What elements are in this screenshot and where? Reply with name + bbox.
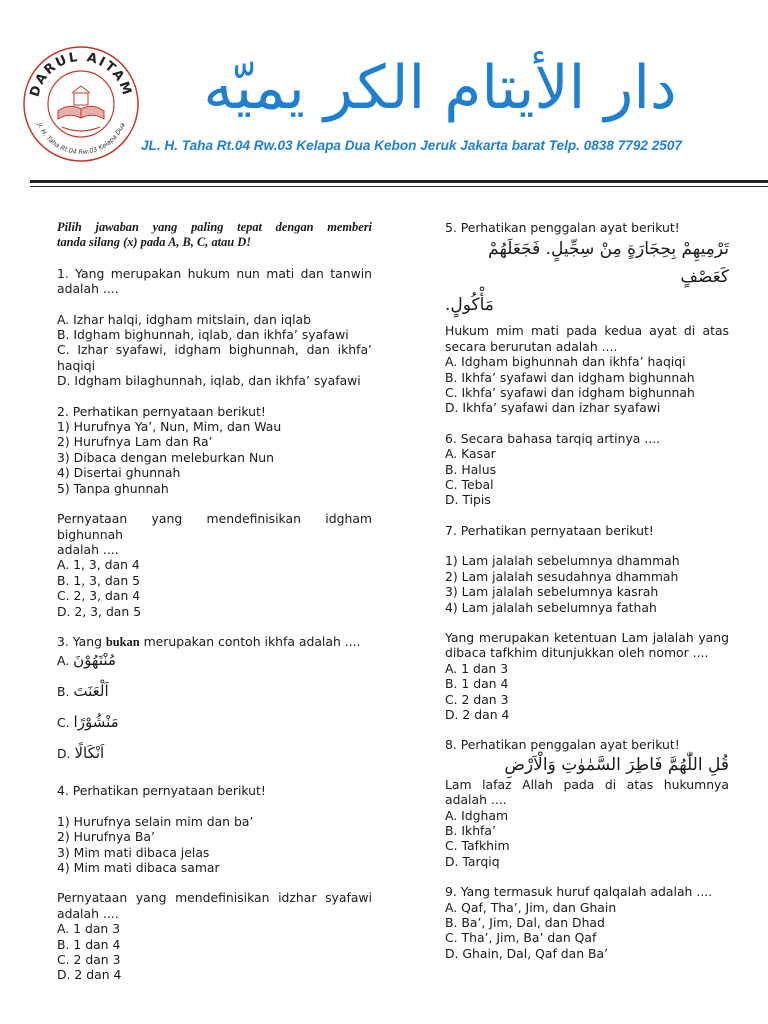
statement-item: 1) Hurufnya selain mim dan ba’: [57, 813, 254, 829]
statement-item: 1) Hurufnya Ya’, Nun, Mim, dan Wau: [57, 419, 282, 435]
statement-item: 2) Hurufnya Lam dan Ra’: [57, 434, 213, 450]
question-5: [445, 220, 729, 416]
statement-item: 4) Lam jalalah sebelumnya fathah: [445, 599, 657, 615]
question-5-prompt: Hukum mim mati pada kedua ayat di atas: [445, 323, 729, 339]
arabic-word: مُنْتَهُوْنَ: [73, 651, 116, 670]
svg-text:DARUL AITAM: [27, 50, 134, 99]
option-5c[interactable]: C. Ikhfa’ syafawi dan idgham bighunnah: [445, 385, 695, 401]
question-3-stem: 3. Yang bukan merupakan contoh ikhfa adalah ....: [57, 633, 361, 649]
option-9a[interactable]: A. Qaf, Tha’, Jim, dan Ghain: [445, 899, 617, 915]
option-9b[interactable]: B. Ba’, Jim, Dal, dan Dhad: [445, 915, 605, 930]
header-divider-thin: [30, 186, 768, 187]
question-2-stem: 2. Perhatikan pernyataan berikut!: [57, 403, 266, 419]
right-column: [445, 220, 729, 961]
option-8b[interactable]: B. Ikhfa’: [445, 822, 496, 838]
option-3c[interactable]: C. مَنْشُوْرًا: [57, 713, 119, 732]
logo-bottom-text: Jl. H. Taha Rt.04 Rw.03 Kelapa Dua: [35, 121, 127, 157]
arabic-word: اَلْعَنَتَ: [73, 682, 109, 701]
option-3b[interactable]: B. اَلْعَنَتَ: [57, 682, 109, 701]
question-8: [445, 737, 729, 869]
statement-item: 5) Tanpa ghunnah: [57, 480, 169, 496]
option-8c[interactable]: C. Tafkhim: [445, 838, 510, 854]
question-7-prompt-cont: dibaca tafkhim ditunjukkan oleh nomor ....: [445, 645, 709, 661]
statement-item: 1) Lam jalalah sebelumnya dhammah: [445, 553, 680, 569]
question-2: [57, 404, 372, 619]
option-5b[interactable]: B. Ikhfa’ syafawi dan idgham bighunnah: [445, 369, 695, 385]
option-1c[interactable]: C. Izhar syafawi, idgham bighunnah, dan ikhfa’: [57, 342, 372, 358]
option-1b[interactable]: B. Idgham bighunnah, iqlab, dan ikhfa’ syafawi: [57, 327, 349, 343]
quran-verse: قُلِ اللّٰهُمَّ فَاطِرَ السَّمٰوٰتِ وَالْاَرْضِ: [504, 754, 729, 775]
statement-item: 4) Mim mati dibaca samar: [57, 859, 220, 875]
question-1-stem: 1. Yang merupakan hukum nun mati dan tanwin: [57, 265, 372, 281]
instruction-line-2: tanda silang (x) pada A, B, C, atau D!: [57, 235, 252, 250]
question-5-prompt-cont: secara berurutan adalah ....: [445, 338, 618, 354]
option-2b[interactable]: B. 1, 3, dan 5: [57, 572, 141, 588]
header-divider-thick: [30, 180, 768, 183]
option-1d[interactable]: D. Idgham bilaghunnah, iqlab, dan ikhfa’ syafawi: [57, 373, 361, 389]
statement-item: 2) Lam jalalah sesudahnya dhammah: [445, 568, 679, 584]
option-8d[interactable]: D. Tarqiq: [445, 853, 500, 869]
question-8-stem: 8. Perhatikan penggalan ayat berikut!: [445, 737, 680, 753]
option-4d[interactable]: D. 2 dan 4: [57, 967, 122, 983]
quran-verse-line-2: مَأْكُولٍ.: [445, 295, 494, 316]
question-7-prompt: Yang merupakan ketentuan Lam jalalah yang: [445, 629, 729, 645]
option-7d[interactable]: D. 2 dan 4: [445, 706, 510, 722]
option-2d[interactable]: D. 2, 3, dan 5: [57, 603, 142, 619]
emphasis-word: bukan: [105, 634, 140, 649]
question-7: [445, 523, 729, 722]
question-7-stem: 7. Perhatikan pernyataan berikut!: [445, 522, 654, 538]
question-4-prompt: Pernyataan yang mendefinisikan idzhar syafawi: [57, 890, 372, 906]
option-7a[interactable]: A. 1 dan 3: [445, 660, 509, 676]
option-3d[interactable]: D. اَنْكَالًا: [57, 744, 105, 763]
question-9-stem: 9. Yang termasuk huruf qalqalah adalah ....: [445, 884, 713, 900]
option-2a[interactable]: A. 1, 3, dan 4: [57, 557, 140, 573]
question-4-stem: 4. Perhatikan pernyataan berikut!: [57, 783, 266, 799]
question-8-prompt: Lam lafaz Allah pada di atas hukumnya: [445, 776, 729, 792]
question-1-stem-cont: adalah ....: [57, 281, 119, 297]
statement-item: 4) Disertai ghunnah: [57, 465, 181, 481]
option-2c[interactable]: C. 2, 3, dan 4: [57, 588, 141, 604]
statement-item: 3) Lam jalalah sebelumnya kasrah: [445, 584, 659, 600]
question-5-stem: 5. Perhatikan penggalan ayat berikut!: [445, 220, 680, 235]
arabic-word: مَنْشُوْرًا: [73, 713, 119, 732]
question-1: [57, 266, 372, 389]
question-3: [57, 634, 372, 774]
option-1a[interactable]: A. Izhar halqi, idgham mitslain, dan iqlab: [57, 311, 311, 327]
option-9d[interactable]: D. Ghain, Dal, Qaf dan Ba’: [445, 945, 609, 961]
option-7b[interactable]: B. 1 dan 4: [445, 676, 509, 692]
option-6d[interactable]: D. Tipis: [445, 492, 491, 508]
option-5a[interactable]: A. Idgham bighunnah dan ikhfa’ haqiqi: [445, 354, 686, 370]
option-8a[interactable]: A. Idgham: [445, 807, 509, 823]
option-4b[interactable]: B. 1 dan 4: [57, 936, 121, 952]
question-8-prompt-cont: adalah ....: [445, 792, 507, 808]
question-4: [57, 783, 372, 982]
question-2-prompt: Pernyataan yang mendefinisikan idgham bighunnah: [57, 511, 372, 542]
question-6: [445, 431, 729, 508]
instruction-line-1: Pilih jawaban yang paling tepat dengan memberi: [57, 220, 372, 234]
option-6c[interactable]: C. Tebal: [445, 477, 494, 493]
option-5d[interactable]: D. Ikhfa’ syafawi dan izhar syafawi: [445, 400, 661, 416]
statement-item: 2) Hurufnya Ba’: [57, 829, 155, 845]
question-6-stem: 6. Secara bahasa tarqiq artinya ....: [445, 430, 661, 446]
option-6b[interactable]: B. Halus: [445, 461, 497, 477]
option-4a[interactable]: A. 1 dan 3: [57, 921, 121, 937]
question-9: [445, 884, 729, 961]
quran-verse-line-1: تَرْمِيهِمْ بِحِجَارَةٍ مِنْ سِجِّيلٍ. فَجَعَلَهُمْ كَعَصْفٍ: [488, 239, 729, 288]
arabic-institution-title: دار الأيتام الكر يميّه: [203, 53, 677, 123]
statement-item: 3) Dibaca dengan meleburkan Nun: [57, 449, 274, 465]
letterhead: [0, 0, 768, 190]
option-7c[interactable]: C. 2 dan 3: [445, 691, 509, 707]
darul-aitam-logo: [22, 45, 140, 163]
address-line: JL. H. Taha Rt.04 Rw.03 Kelapa Dua Kebon Jeruk Jakarta barat Telp. 0838 7792 2507: [141, 138, 682, 153]
option-4c[interactable]: C. 2 dan 3: [57, 952, 121, 967]
statement-item: 3) Mim mati dibaca jelas: [57, 844, 210, 860]
book-icon: [58, 86, 104, 119]
question-2-prompt-cont: adalah ....: [57, 541, 119, 557]
option-1c-cont: haqiqi: [57, 357, 96, 373]
option-6a[interactable]: A. Kasar: [445, 446, 496, 462]
left-column: [57, 220, 372, 983]
logo-top-text: DARUL AITAM: [27, 49, 135, 99]
question-4-prompt-cont: adalah ....: [57, 905, 119, 921]
option-9c[interactable]: C. Tha’, Jim, Ba’ dan Qaf: [445, 930, 597, 946]
arabic-word: اَنْكَالًا: [74, 744, 105, 763]
option-3a[interactable]: A. مُنْتَهُوْنَ: [57, 651, 116, 670]
